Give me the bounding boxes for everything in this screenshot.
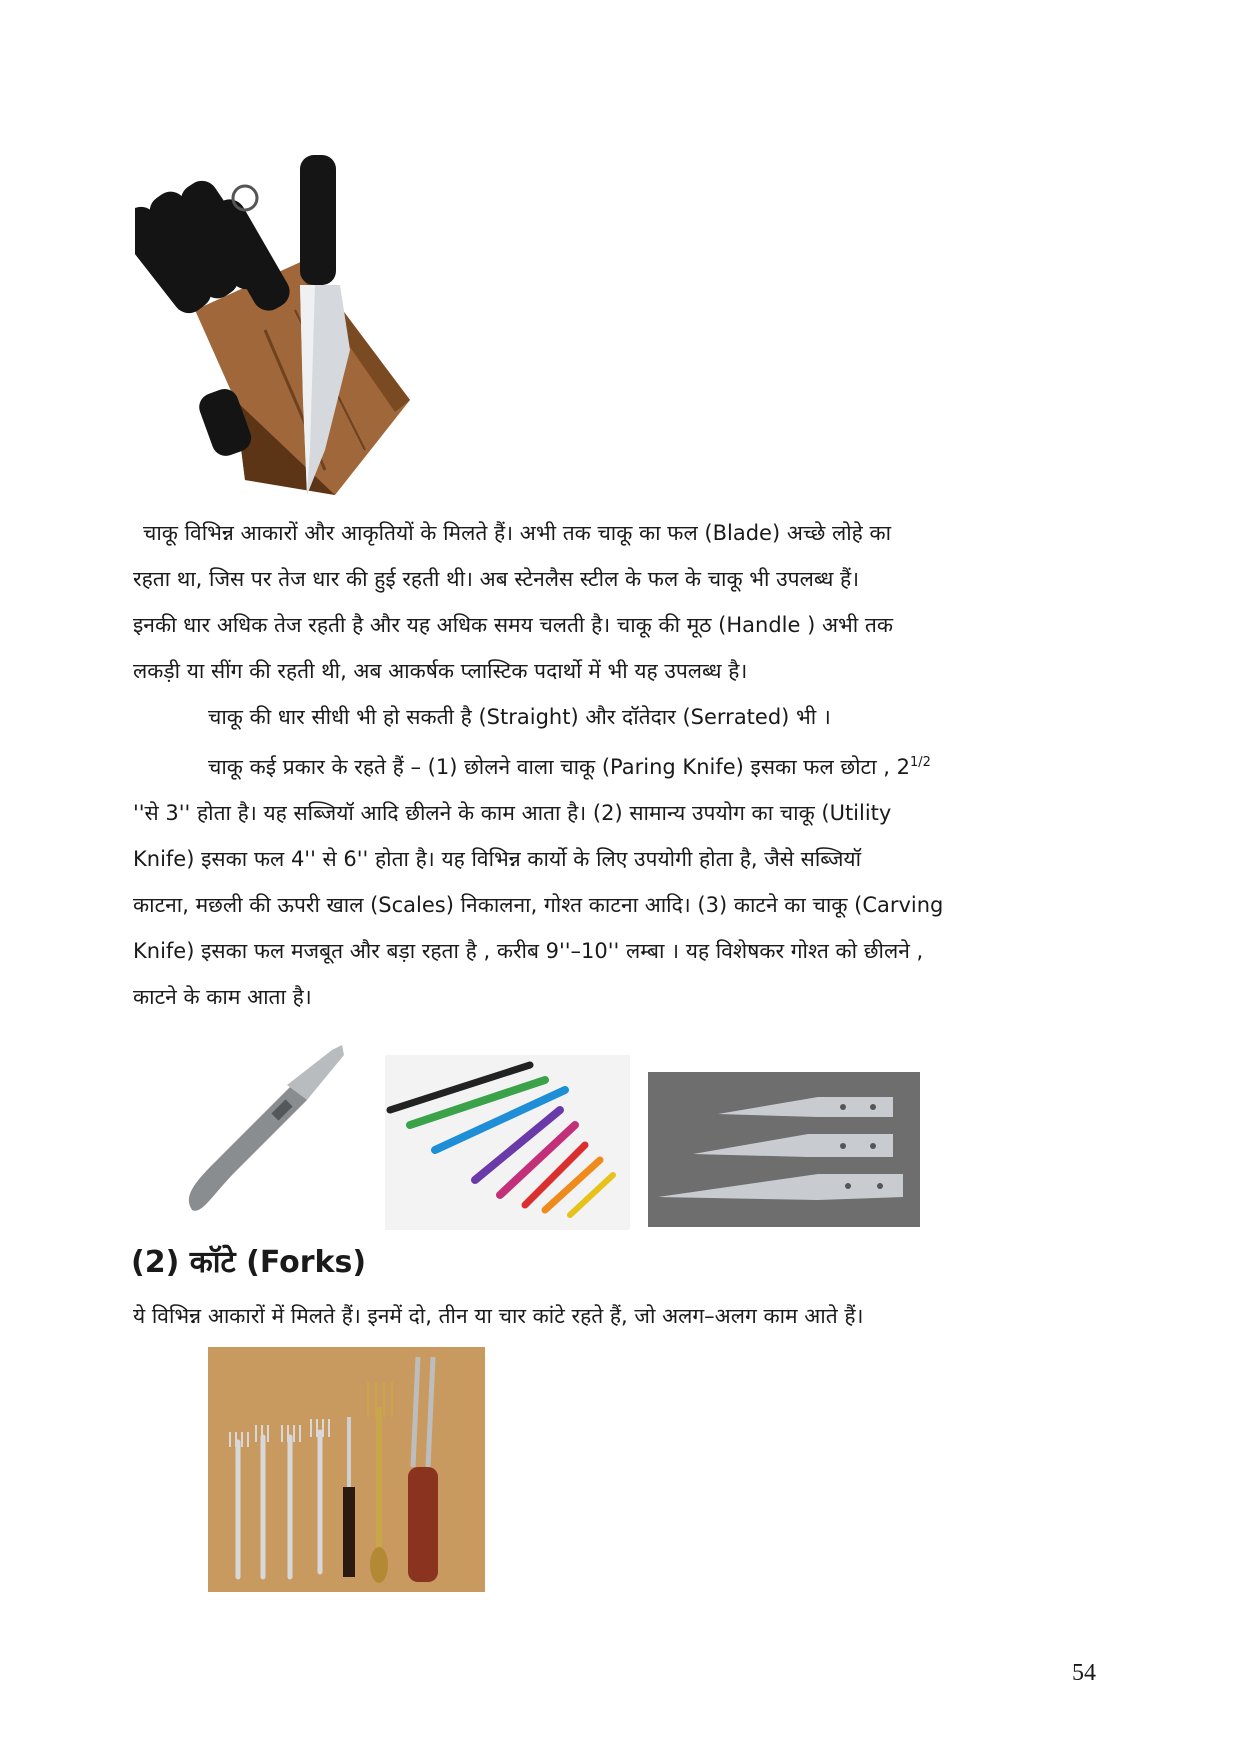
- para3-line: Knife) इसका फल मजबूत और बड़ा रहता है , करीब 9''–10'' लम्बा । यह विशेषकर गोश्त को छीलने ,: [133, 939, 924, 963]
- paragraph-knife-edge: [133, 694, 1101, 740]
- para1-line: इनकी धार अधिक तेज रहती है और यह अधिक समय चलती है। चाकू की मूठ (Handle ) अभी तक: [133, 613, 893, 637]
- paragraph-forks: [133, 1293, 1101, 1339]
- para3-line: ''से 3'' होता है। यह सब्जियॉ आदि छीलने के काम आता है। (2) सामान्य उपयोग का चाकू (Utility: [133, 801, 892, 825]
- para1-line: चाकू विभिन्न आकारों और आकृतियों के मिलते हैं। अभी तक चाकू का फल (Blade) अच्छे लोहे का: [143, 521, 892, 545]
- para4-line: ये विभिन्न आकारों में मिलते हैं। इनमें दो, तीन या चार कांटे रहते हैं, जो अलग–अलग काम आते हैं।: [133, 1304, 864, 1328]
- para1-line: रहता था, जिस पर तेज धार की हुई रहती थी। अब स्टेनलैस स्टील के फल के चाकू भी उपलब्ध हैं।: [133, 567, 860, 591]
- para1-line: लकड़ी या सींग की रहती थी, अब आकर्षक प्लास्टिक पदार्थो में भी यह उपलब्ध है।: [133, 659, 748, 683]
- para3-line: काटने के काम आता है।: [133, 985, 312, 1009]
- peeler-image: [172, 1030, 367, 1225]
- para3-line1: चाकू कई प्रकार के रहते हैं – (1) छोलने वाला चाकू (Paring Knife) इसका फल छोटा , 2: [208, 755, 910, 779]
- knife-blades-image: [648, 1072, 920, 1227]
- colorful-knives-image: [385, 1055, 630, 1230]
- forks-image: [208, 1347, 485, 1592]
- para3-line: काटना, मछली की ऊपरी खाल (Scales) निकालना, गोश्त काटना आदि। (3) काटने का चाकू (Carving: [133, 893, 944, 917]
- para3-line: Knife) इसका फल 4'' से 6'' होता है। यह विभिन्न कार्यो के लिए उपयोगी होता है, जैसे सब्जियॉ: [133, 847, 862, 871]
- para3-line: [133, 740, 1101, 790]
- paragraph-knife-intro: [133, 510, 1101, 694]
- knife-block-image: [135, 150, 480, 500]
- fraction: 1/2: [909, 755, 931, 770]
- para2-line: चाकू की धार सीधी भी हो सकती है (Straight) और दॉतेदार (Serrated) भी ।: [208, 705, 831, 729]
- paragraph-knife-types: [133, 740, 1101, 1020]
- page-number: 54: [1072, 1660, 1096, 1686]
- section-heading-forks: (2) कॉटे (Forks): [131, 1245, 367, 1280]
